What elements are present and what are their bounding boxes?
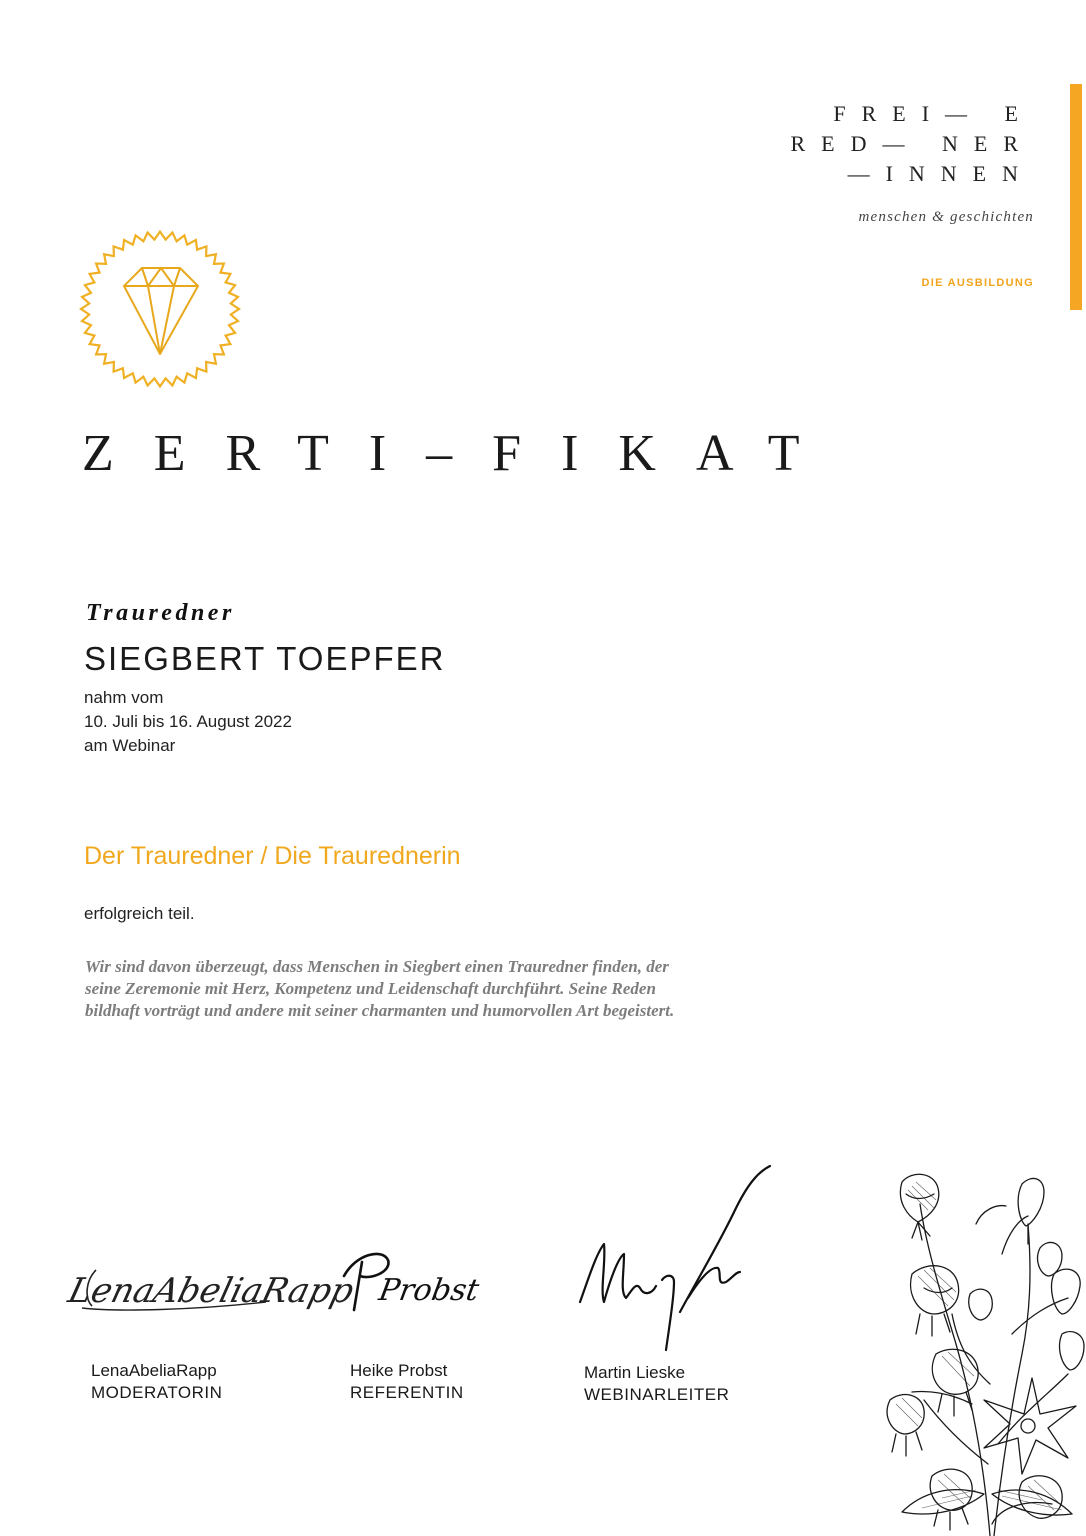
certificate-title: ZERTI–FIKAT <box>82 425 840 482</box>
signature-1 <box>64 1240 358 1330</box>
course-name: Der Trauredner / Die Traurednerin <box>84 842 461 870</box>
recipient-name: SIEGBERT TOEPFER <box>84 640 446 677</box>
signature-block-2 <box>350 1360 464 1404</box>
role-label: Trauredner <box>86 600 235 626</box>
date-range: 10. Juli bis 16. August 2022 <box>84 712 292 731</box>
completion-text: erfolgreich teil. <box>84 904 195 923</box>
signer-role: REFERENTIN <box>350 1383 464 1402</box>
signature-block-1 <box>91 1360 222 1404</box>
signer-role: WEBINARLEITER <box>584 1385 730 1404</box>
intro-text: nahm vom <box>84 688 164 707</box>
logo-tagline: menschen & geschichten <box>858 209 1034 225</box>
logo-line-2: RED— NER <box>790 131 1034 156</box>
accent-bar <box>1070 84 1082 310</box>
signer-name: Martin Lieske <box>584 1363 686 1382</box>
signature-2 <box>330 1230 510 1320</box>
format-text: am Webinar <box>84 736 176 755</box>
diamond-seal-icon <box>76 228 244 390</box>
svg-text:LenaAbeliaRapp: LenaAbeliaRapp <box>64 1271 358 1311</box>
signer-name: LenaAbeliaRapp <box>91 1361 217 1380</box>
signature-3 <box>570 1162 780 1362</box>
testimonial-quote: Wir sind davon überzeugt, dass Menschen in Siegbert einen Trauredner finden, der seine Zeremonie mit Herz, Kompetenz und Leidenschaft durchführt. Seine Reden bildhaft vorträgt und andere mit seiner charmanten und humorvollen Art begeistert. <box>85 957 675 1020</box>
svg-text:Probst: Probst <box>376 1273 482 1308</box>
logo-subtitle: DIE AUSBILDUNG <box>921 277 1034 289</box>
flower-illustration <box>872 1164 1086 1536</box>
signer-role: MODERATORIN <box>91 1383 223 1402</box>
logo-line-3: —INNEN <box>847 161 1034 186</box>
signature-block-3 <box>584 1362 729 1406</box>
signer-name: Heike Probst <box>350 1361 448 1380</box>
logo-line-1: FREI— E <box>833 101 1034 126</box>
